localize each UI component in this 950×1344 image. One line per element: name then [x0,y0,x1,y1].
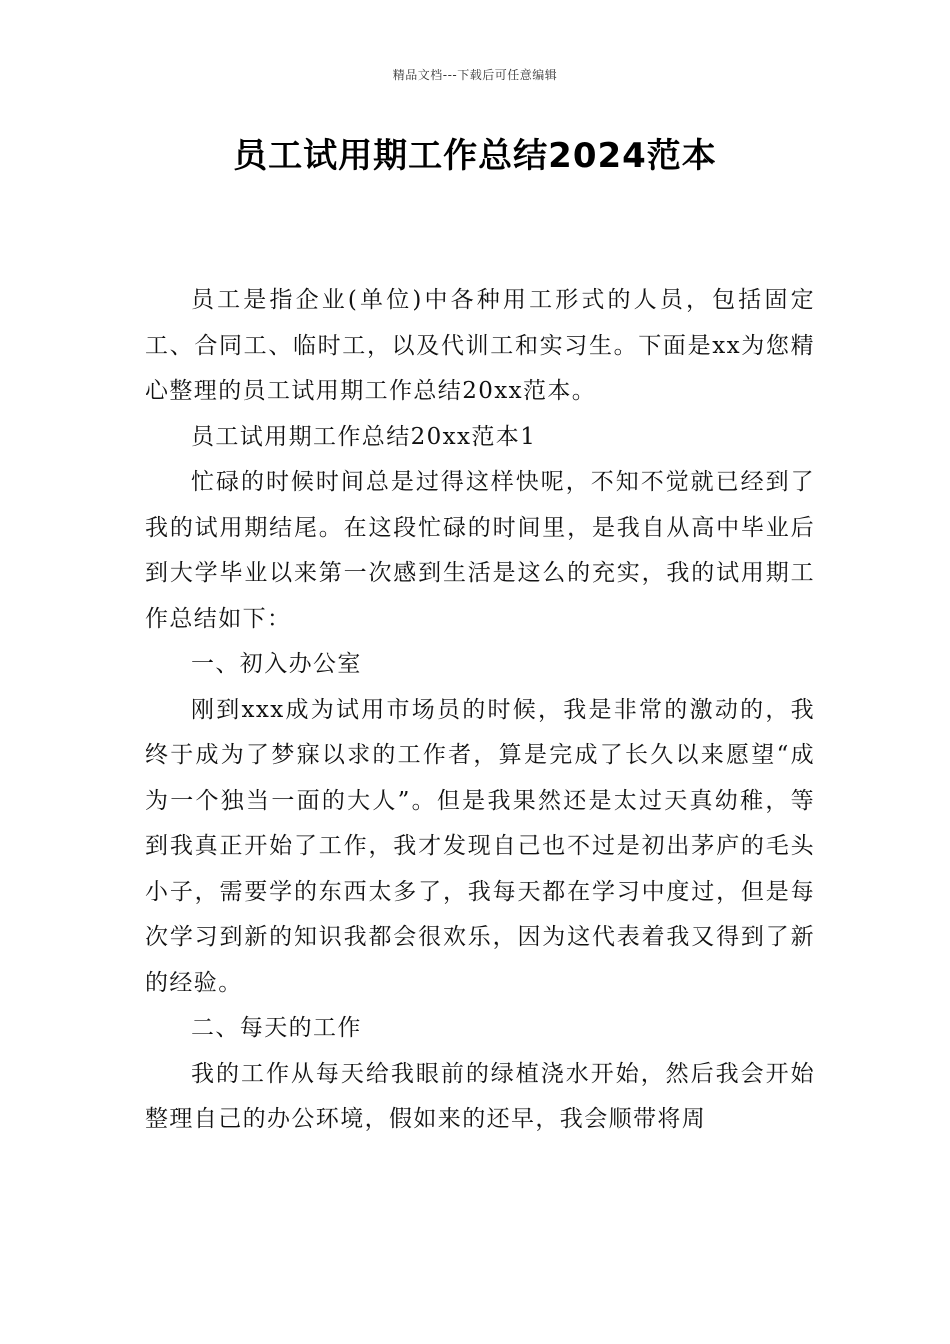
body-paragraph: 刚到xxx成为试用市场员的时候，我是非常的激动的，我终于成为了梦寐以求的工作者，算是完成了长久以来愿望“成为一个独当一面的大人”。但是我果然还是太过天真幼稚，等到我真正开始了工作，我才发现自己也不过是初出茅庐的毛头小子，需要学的东西太多了，我每天都在学习中度过，但是每次学习到新的知识我都会很欢乐，因为这代表着我又得到了新的经验。 [145,696,815,996]
header-note: 精品文档---下载后可任意编辑 [392,68,558,82]
section-heading-2: 二、每天的工作 [191,1015,362,1041]
body-paragraph: 我的工作从每天给我眼前的绿植浇水开始，然后我会开始整理自己的办公环境，假如来的还早，我会顺带将周 [145,1060,815,1132]
section-heading-sample-1: 员工试用期工作总结20xx范本1 [191,423,537,450]
document-body [145,278,815,1143]
body-paragraph: 忙碌的时候时间总是过得这样快呢，不知不觉就已经到了我的试用期结尾。在这段忙碌的时间里，是我自从高中毕业后到大学毕业以来第一次感到生活是这么的充实，我的试用期工作总结如下： [145,469,815,632]
section-heading-1: 一、初入办公室 [191,651,362,677]
intro-paragraph: 员工是指企业(单位)中各种用工形式的人员，包括固定工、合同工、临时工，以及代训工和实习生。下面是xx为您精心整理的员工试用期工作总结20xx范本。 [145,287,815,404]
document-title: 员工试用期工作总结2024范本 [233,136,717,176]
